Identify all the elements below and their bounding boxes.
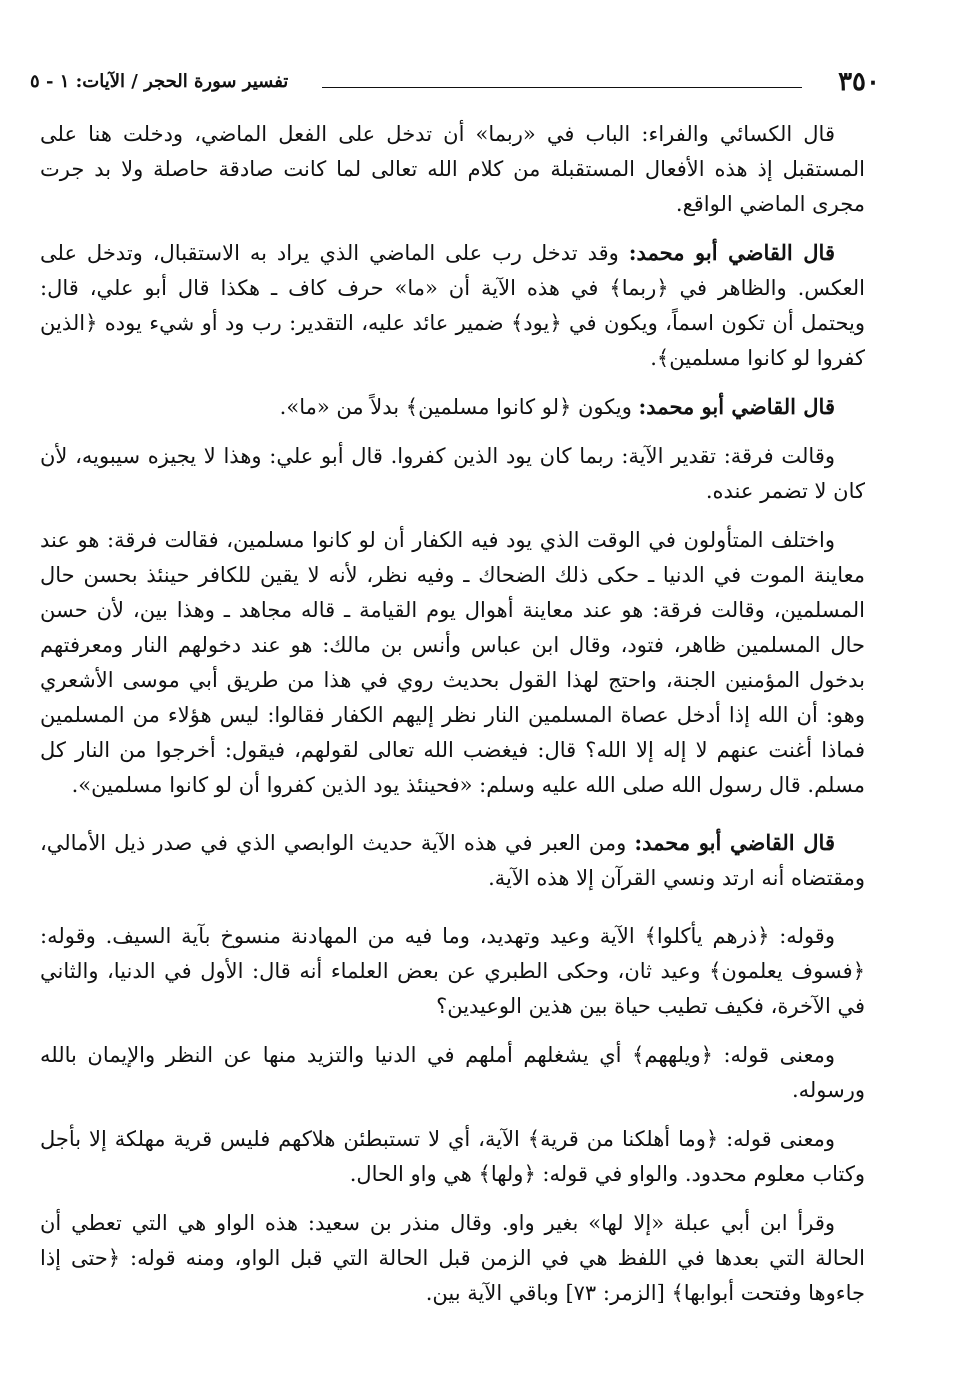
paragraph-text: وقرأ ابن أبي عبلة «إلا لها» بغير واو. وقال منذر بن سعيد: هذه الواو هي التي تعطي أن الحالة التي بعدها في اللفظ هي في الزمن قبل الحالة التي قبل الواو، ومنه قوله: ﴿حتى إذا جاءوها وفتحت أبوابها﴾ [الزمر: ٧٣] وباقي الآية بين. xyxy=(40,1211,865,1305)
paragraph-text: ومعنى قوله: ﴿وما أهلكنا من قرية﴾ الآية، أي لا تستبطئن هلاكهم فليس قرية مهلكة إلا بأجل وكتاب معلوم محدود. والواو في قوله: ﴿ولها﴾ هي واو الحال. xyxy=(40,1127,865,1186)
paragraph-text: وقد تدخل رب على الماضي الذي يراد به الاستقبال، وتدخل على العكس. والظاهر في ﴿ربما﴾ في هذه الآية أن «ما» حرف كاف ـ هكذا قال أبو علي، قال: ويحتمل أن تكون اسماً، ويكون في ﴿يود﴾ ضمير عائد عليه، التقدير: رب ود أو شيء يوده ﴿الذين كفروا لو كانوا مسلمين﴾. xyxy=(40,241,865,370)
paragraph-text: ومن العبر في هذه الآية حديث الوابصي الذي في صدر ذيل الأمالي، ومقتضاه أنه ارتد ونسي القرآن إلا هذه الآية. xyxy=(40,831,865,890)
page-header xyxy=(30,66,880,98)
page-body xyxy=(40,116,865,1324)
paragraph-text: قال الكسائي والفراء: الباب في «ربما» أن تدخل على الفعل الماضي، ودخلت هنا على المستقبل إذ هذه الأفعال المستقبلة من كلام الله تعالى لما كانت صادقة حاصلة ولا بد جرت مجرى الماضي الواقع. xyxy=(40,122,865,216)
paragraph xyxy=(40,1121,865,1192)
paragraph xyxy=(40,389,865,425)
paragraph-text: ويكون ﴿لو كانوا مسلمين﴾ بدلاً من «ما». xyxy=(279,395,639,419)
paragraph xyxy=(40,438,865,509)
paragraph-text: وقوله: ﴿ذرهم يأكلوا﴾ الآية وعيد وتهديد، وما فيه من المهادنة منسوخ بآية السيف. وقوله: ﴿فسوف يعلمون﴾ وعيد ثان، وحكى الطبري عن بعض العلماء أنه قال: الأول في الدنيا، والثاني في الآخرة، فكيف تطيب حياة بين هذين الوعيدين؟ xyxy=(40,924,865,1018)
paragraph xyxy=(40,1205,865,1311)
page-number: ٣٥٠ xyxy=(838,67,880,97)
paragraph-text: واختلف المتأولون في الوقت الذي يود فيه الكفار أن لو كانوا مسلمين، فقالت فرقة: هو عند معاينة الموت في الدنيا ـ حكى ذلك الضحاك ـ وفيه نظر، لأنه لا يقين للكافر حينئذ بحسن حال المسلمين، وقالت فرقة: هو عند معاينة أهوال يوم القيامة ـ قاله مجاهد ـ وهذا بين، لأن حسن حال المسلمين ظاهر، فتود، وقال ابن عباس وأنس بن مالك: هو عند دخولهم النار ومعرفتهم بدخول المؤمنين الجنة، واحتج لهذا القول بحديث روي في هذا من طريق أبي موسى الأشعري وهو: أن الله إذا أدخل عصاة المسلمين النار نظر إليهم الكفار فقالوا: ليس هؤلاء من المسلمين فماذا أغنت عنهم لا إله إلا الله؟ قال: فيغضب الله تعالى لقولهم، فيقول: أخرجوا من النار كل مسلم. قال رسول الله صلى الله عليه وسلم: «فحينئذ يود الذين كفروا أن لو كانوا مسلمين». xyxy=(40,528,865,797)
paragraph xyxy=(40,825,865,896)
paragraph-text: ومعنى قوله: ﴿ويلههم﴾ أي يشغلهم أملهم في الدنيا والتزيد منها عن النظر والإيمان بالله ورسوله. xyxy=(40,1043,865,1102)
paragraph xyxy=(40,116,865,222)
paragraph-lead: قال القاضي أبو محمد: xyxy=(628,240,835,265)
paragraph-lead: قال القاضي أبو محمد: xyxy=(638,394,835,419)
paragraph xyxy=(40,235,865,376)
running-title: تفسير سورة الحجر / الآيات: ١ - ٥ xyxy=(30,71,289,92)
header-rule xyxy=(322,87,802,88)
paragraph xyxy=(40,918,865,1024)
paragraph-text: وقالت فرقة: تقدير الآية: ربما كان يود الذين كفروا. قال أبو علي: وهذا لا يجيزه سيبويه، لأن كان لا تضمر عنده. xyxy=(40,444,865,503)
paragraph xyxy=(40,522,865,803)
paragraph-lead: قال القاضي أبو محمد: xyxy=(634,830,835,855)
paragraph xyxy=(40,1037,865,1108)
